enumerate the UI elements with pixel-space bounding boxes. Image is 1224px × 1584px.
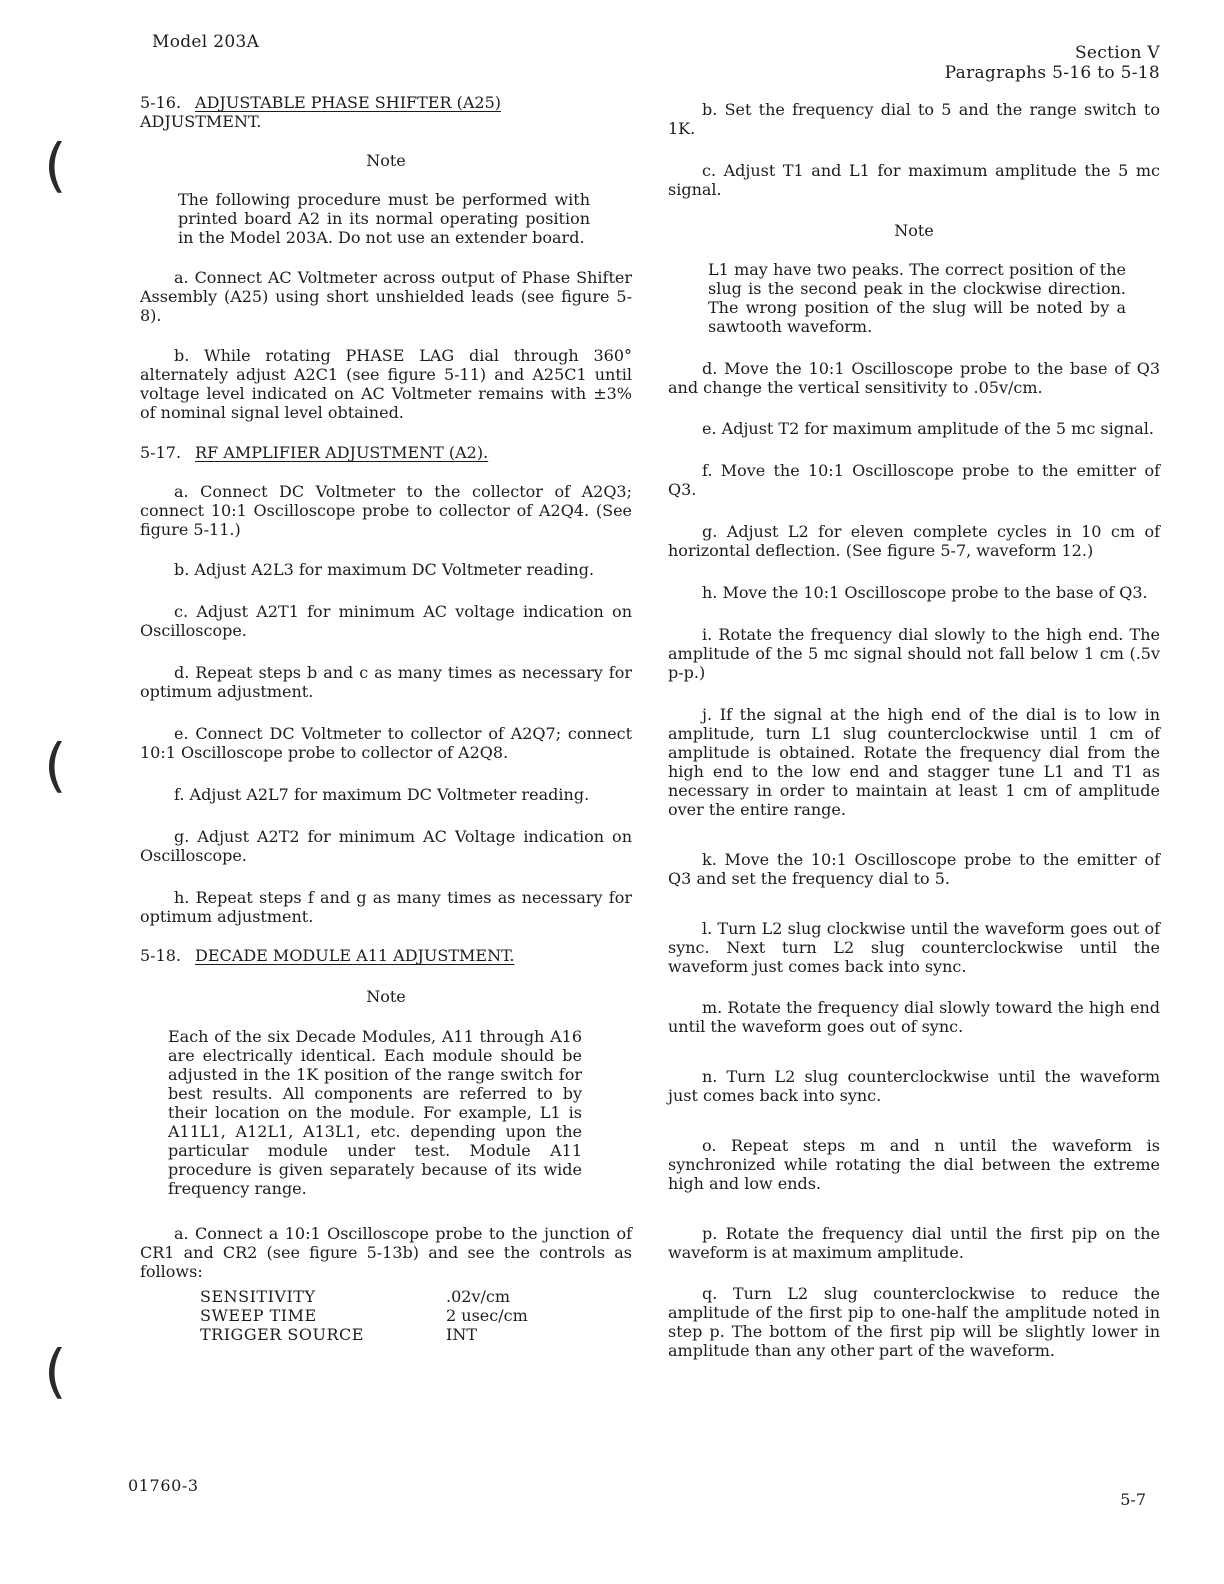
step-g: g. Adjust A2T2 for minimum AC Voltage indication on Oscilloscope. <box>140 827 632 865</box>
step-l: l. Turn L2 slug clockwise until the waveform goes out of sync. Next turn L2 slug counterclockwise until the waveform just comes back into sync. <box>668 919 1160 976</box>
step-a: a. Connect DC Voltmeter to the collector of A2Q3; connect 10:1 Oscilloscope probe to collector of A2Q4. (See figure 5-11.) <box>140 482 632 539</box>
note-label: Note <box>894 221 934 240</box>
step-a: a. Connect a 10:1 Oscilloscope probe to the junction of CR1 and CR2 (see figure 5-13b) and see the controls as follows: <box>140 1224 632 1281</box>
step-f: f. Adjust A2L7 for maximum DC Voltmeter reading. <box>174 785 590 804</box>
header-model: Model 203A <box>152 32 260 52</box>
scope-settings-table <box>200 1287 632 1344</box>
page-number: 5-7 <box>1120 1490 1146 1509</box>
step-n: n. Turn L2 slug counterclockwise until the waveform just comes back into sync. <box>668 1067 1160 1105</box>
step-b: b. Adjust A2L3 for maximum DC Voltmeter reading. <box>174 560 595 579</box>
step-d: d. Repeat steps b and c as many times as necessary for optimum adjustment. <box>140 663 632 701</box>
step-o: o. Repeat steps m and n until the waveform is synchronized while rotating the dial between the extreme high and low ends. <box>668 1136 1160 1193</box>
note-label: Note <box>366 987 406 1006</box>
section-title: RF AMPLIFIER ADJUSTMENT (A2). <box>195 443 489 462</box>
step-q: q. Turn L2 slug counterclockwise to reduce the amplitude of the first pip to one-half the amplitude noted in step p. The bottom of the first pip will be slightly lower in amplitude than any other part of the waveform. <box>668 1284 1160 1360</box>
note-body <box>708 260 1126 336</box>
section-5-18 <box>140 946 632 1344</box>
step-b: b. Set the frequency dial to 5 and the range switch to 1K. <box>668 100 1160 138</box>
header-section: Section V <box>1074 43 1160 63</box>
setting-value: .02v/cm <box>446 1287 511 1306</box>
step-i: i. Rotate the frequency dial slowly to the high end. The amplitude of the 5 mc signal should not fall below 1 cm (.5v p-p.) <box>668 625 1160 682</box>
section-number: 5-17. <box>140 443 182 462</box>
note-text: L1 may have two peaks. The correct position of the slug is the second peak in the clockwise direction. The wrong position of the slug will be noted by a sawtooth waveform. <box>708 260 1126 336</box>
note-body <box>178 190 590 247</box>
step-f: f. Move the 10:1 Oscilloscope probe to the emitter of Q3. <box>668 461 1160 499</box>
settings-row <box>200 1306 632 1325</box>
section-5-16 <box>140 93 632 422</box>
settings-row <box>200 1287 632 1306</box>
note-text: Each of the six Decade Modules, A11 through A16 are electrically identical. Each module should be adjusted in the 1K position of the range switch for best results. All components are referred to by their location on the module. For example, L1 is A11L1, A12L1, A13L1, etc. depending upon the particular module under test. Module A11 procedure is given separately because of its wide frequency range. <box>168 1027 582 1198</box>
step-c: c. Adjust T1 and L1 for maximum amplitude the 5 mc signal. <box>668 161 1160 199</box>
step-p: p. Rotate the frequency dial until the first pip on the waveform is at maximum amplitude. <box>668 1224 1160 1262</box>
section-title: DECADE MODULE A11 ADJUSTMENT. <box>195 946 515 965</box>
setting-value: INT <box>446 1325 477 1344</box>
step-g: g. Adjust L2 for eleven complete cycles in 10 cm of horizontal deflection. (See figure 5-7, waveform 12.) <box>668 522 1160 560</box>
note-text: The following procedure must be performed with printed board A2 in its normal operating position in the Model 203A. Do not use an extender board. <box>178 190 590 247</box>
step-e: e. Connect DC Voltmeter to collector of A2Q7; connect 10:1 Oscilloscope probe to collector of A2Q8. <box>140 724 632 762</box>
binder-hole-mark: ( <box>44 1337 67 1405</box>
note-label: Note <box>366 151 406 170</box>
step-h: h. Repeat steps f and g as many times as necessary for optimum adjustment. <box>140 888 632 926</box>
step-b: b. While rotating PHASE LAG dial through 360° alternately adjust A2C1 (see figure 5-11) and A25C1 until voltage level indicated on AC Voltmeter remains with ±3% of nominal signal level obtained. <box>140 346 632 422</box>
binder-hole-mark: ( <box>44 731 67 799</box>
step-d: d. Move the 10:1 Oscilloscope probe to the base of Q3 and change the vertical sensitivity to .05v/cm. <box>668 359 1160 397</box>
step-e: e. Adjust T2 for maximum amplitude of the 5 mc signal. <box>702 419 1154 438</box>
footer-doc-number: 01760-3 <box>128 1476 199 1495</box>
step-c: c. Adjust A2T1 for minimum AC voltage indication on Oscilloscope. <box>140 602 632 640</box>
step-m: m. Rotate the frequency dial slowly toward the high end until the waveform goes out of sync. <box>668 998 1160 1036</box>
header-paragraphs: Paragraphs 5-16 to 5-18 <box>944 63 1160 83</box>
section-heading <box>140 93 632 112</box>
note-body <box>168 1027 582 1198</box>
step-j: j. If the signal at the high end of the dial is to low in amplitude, turn L1 slug counterclockwise until 1 cm of amplitude is obtained. Rotate the frequency dial from the high end to the low end and stagger tune L1 and T1 as necessary in order to maintain at least 1 cm of amplitude over the entire range. <box>668 705 1160 819</box>
section-title: ADJUSTABLE PHASE SHIFTER (A25) <box>195 93 501 112</box>
right-column <box>668 100 1160 1360</box>
binder-hole-mark: ( <box>44 131 67 199</box>
setting-name: SENSITIVITY <box>200 1287 316 1306</box>
step-a: a. Connect AC Voltmeter across output of Phase Shifter Assembly (A25) using short unshielded leads (see figure 5-8). <box>140 268 632 325</box>
step-k: k. Move the 10:1 Oscilloscope probe to the emitter of Q3 and set the frequency dial to 5. <box>668 850 1160 888</box>
setting-name: TRIGGER SOURCE <box>200 1325 364 1344</box>
step-h: h. Move the 10:1 Oscilloscope probe to the base of Q3. <box>702 583 1148 602</box>
settings-row <box>200 1325 632 1344</box>
setting-name: SWEEP TIME <box>200 1306 317 1325</box>
section-number: 5-18. <box>140 946 182 965</box>
section-heading <box>140 946 632 965</box>
setting-value: 2 usec/cm <box>446 1306 528 1325</box>
section-heading <box>140 443 632 462</box>
left-column <box>140 93 632 1344</box>
section-title-continued: ADJUSTMENT. <box>140 112 262 131</box>
section-5-17 <box>140 443 632 926</box>
section-number: 5-16. <box>140 93 182 112</box>
